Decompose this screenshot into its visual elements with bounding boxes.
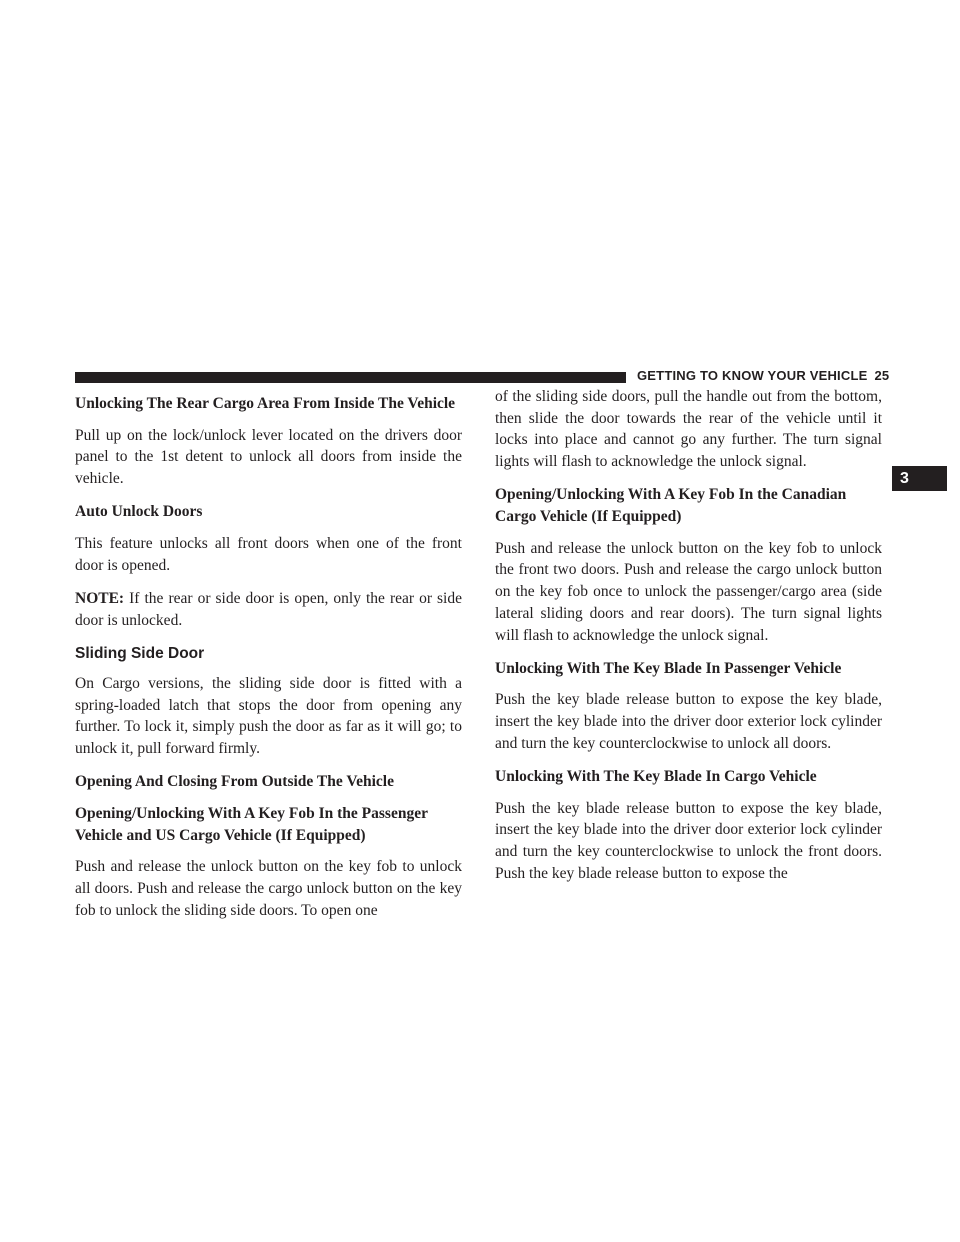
- paragraph: Push and release the unlock button on the key fob to unlock the front two doors. Push and release the cargo unlock button on the key fob once to unlock the passenger/cargo area (side lateral sliding doors and rear doors). The turn signal lights will flash to acknowledge the unlock signal.: [495, 539, 882, 644]
- heading-key-fob-canadian: Opening/Unlocking With A Key Fob In the Canadian Cargo Vehicle (If Equipped): [495, 486, 847, 526]
- chapter-tab: 3: [892, 466, 947, 491]
- right-column: [495, 386, 882, 896]
- heading-opening-closing-outside: Opening And Closing From Outside The Vehicle: [75, 773, 394, 791]
- chapter-title: GETTING TO KNOW YOUR VEHICLE: [637, 368, 868, 383]
- paragraph: Push the key blade release button to expose the key blade, insert the key blade into the driver door exterior lock cylinder and turn the key counterclockwise to unlock the front doors. Push the key blade release button to expose the: [495, 799, 882, 882]
- note: [75, 588, 462, 631]
- note-text: If the rear or side door is open, only the rear or side door is unlocked.: [75, 589, 462, 629]
- heading-key-blade-passenger: Unlocking With The Key Blade In Passenger Vehicle: [495, 659, 842, 677]
- section-heading-sliding-side-door: Sliding Side Door: [75, 644, 205, 662]
- running-header: [637, 368, 889, 383]
- paragraph: of the sliding side doors, pull the handle out from the bottom, then slide the door towards the rear of the vehicle until it locks into place and cannot go any further. The turn signal lights will flash to acknowledge the unlock signal.: [495, 388, 882, 471]
- paragraph: Push and release the unlock button on the key fob to unlock all doors. Push and release the cargo unlock button on the key fob to unlock the sliding side doors. To open one: [75, 858, 462, 919]
- heading-key-fob-passenger: Opening/Unlocking With A Key Fob In the Passenger Vehicle and US Cargo Vehicle (If Equipped): [75, 804, 428, 844]
- paragraph: This feature unlocks all front doors when one of the front door is opened.: [75, 535, 462, 574]
- page-number: 25: [874, 368, 890, 383]
- heading-key-blade-cargo: Unlocking With The Key Blade In Cargo Vehicle: [495, 768, 817, 786]
- header-rule: [75, 372, 626, 383]
- left-column: [75, 393, 462, 933]
- paragraph: Push the key blade release button to expose the key blade, insert the key blade into the driver door exterior lock cylinder and turn the key counterclockwise to unlock all doors.: [495, 691, 882, 752]
- note-label: NOTE:: [75, 589, 125, 607]
- paragraph: Pull up on the lock/unlock lever located on the drivers door panel to the 1st detent to unlock all doors from inside the vehicle.: [75, 426, 462, 488]
- heading-rear-cargo-unlock: Unlocking The Rear Cargo Area From Inside The Vehicle: [75, 395, 456, 412]
- paragraph: On Cargo versions, the sliding side door is fitted with a spring-loaded latch that stops the door from opening any further. To lock it, simply push the door as far as it will go; to unlock it, pull forward firmly.: [75, 674, 462, 757]
- heading-auto-unlock: Auto Unlock Doors: [75, 503, 203, 521]
